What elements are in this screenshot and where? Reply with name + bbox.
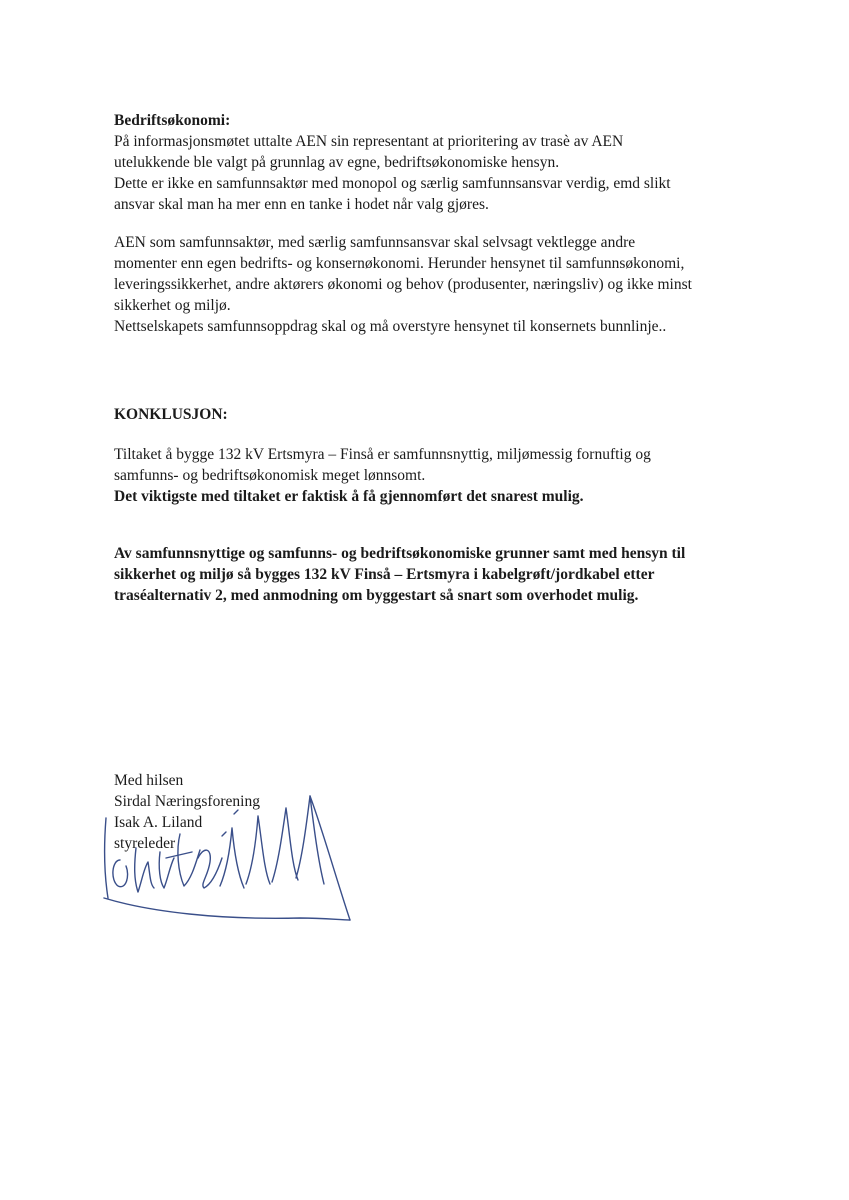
- paragraph-line: På informasjonsmøtet uttalte AEN sin representant at prioritering av trasè av AEN: [114, 133, 624, 150]
- conclusion-heading: KONKLUSJON:: [114, 406, 228, 423]
- closing-organization: Sirdal Næringsforening: [114, 793, 260, 810]
- conclusion-bold-line: Det viktigste med tiltaket er faktisk å få gjennomført det snarest mulig.: [114, 488, 584, 505]
- paragraph-line: momenter enn egen bedrifts- og konsernøkonomi. Herunder hensynet til samfunnsøkonomi,: [114, 255, 685, 272]
- section-business-economics: [114, 110, 754, 215]
- conclusion-text: [114, 444, 754, 507]
- closing-block: [114, 770, 754, 854]
- conclusion-heading-block: [114, 404, 754, 425]
- closing-name: Isak A. Liland: [114, 814, 203, 831]
- recommendation-line: sikkerhet og miljø så bygges 132 kV Finså – Ertsmyra i kabelgrøft/jordkabel etter: [114, 566, 655, 583]
- paragraph-line: Nettselskapets samfunnsoppdrag skal og må overstyre hensynet til konsernets bunnlinje..: [114, 318, 667, 335]
- recommendation: [114, 543, 754, 606]
- paragraph-line: leveringssikkerhet, andre aktørers økonomi og behov (produsenter, næringsliv) og ikke minst: [114, 276, 692, 293]
- paragraph-line: utelukkende ble valgt på grunnlag av egne, bedriftsøkonomiske hensyn.: [114, 154, 560, 171]
- recommendation-line: Av samfunnsnyttige og samfunns- og bedriftsøkonomiske grunner samt med hensyn til: [114, 545, 686, 562]
- closing-greeting: Med hilsen: [114, 772, 184, 789]
- paragraph-line: samfunns- og bedriftsøkonomisk meget lønnsomt.: [114, 467, 426, 484]
- paragraph-line: Dette er ikke en samfunnsaktør med monopol og særlig samfunnsansvar verdig, emd slikt: [114, 175, 671, 192]
- paragraph-line: sikkerhet og miljø.: [114, 297, 231, 314]
- section-social-responsibility: [114, 232, 754, 337]
- paragraph-line: ansvar skal man ha mer enn en tanke i hodet når valg gjøres.: [114, 196, 489, 213]
- paragraph-line: Tiltaket å bygge 132 kV Ertsmyra – Finså er samfunnsnyttig, miljømessig fornuftig og: [114, 446, 651, 463]
- recommendation-line: traséalternativ 2, med anmodning om byggestart så snart som overhodet mulig.: [114, 587, 639, 604]
- paragraph-line: AEN som samfunnsaktør, med særlig samfunnsansvar skal selvsagt vektlegge andre: [114, 234, 636, 251]
- section-heading: Bedriftsøkonomi:: [114, 112, 231, 129]
- closing-title: styreleder: [114, 835, 176, 852]
